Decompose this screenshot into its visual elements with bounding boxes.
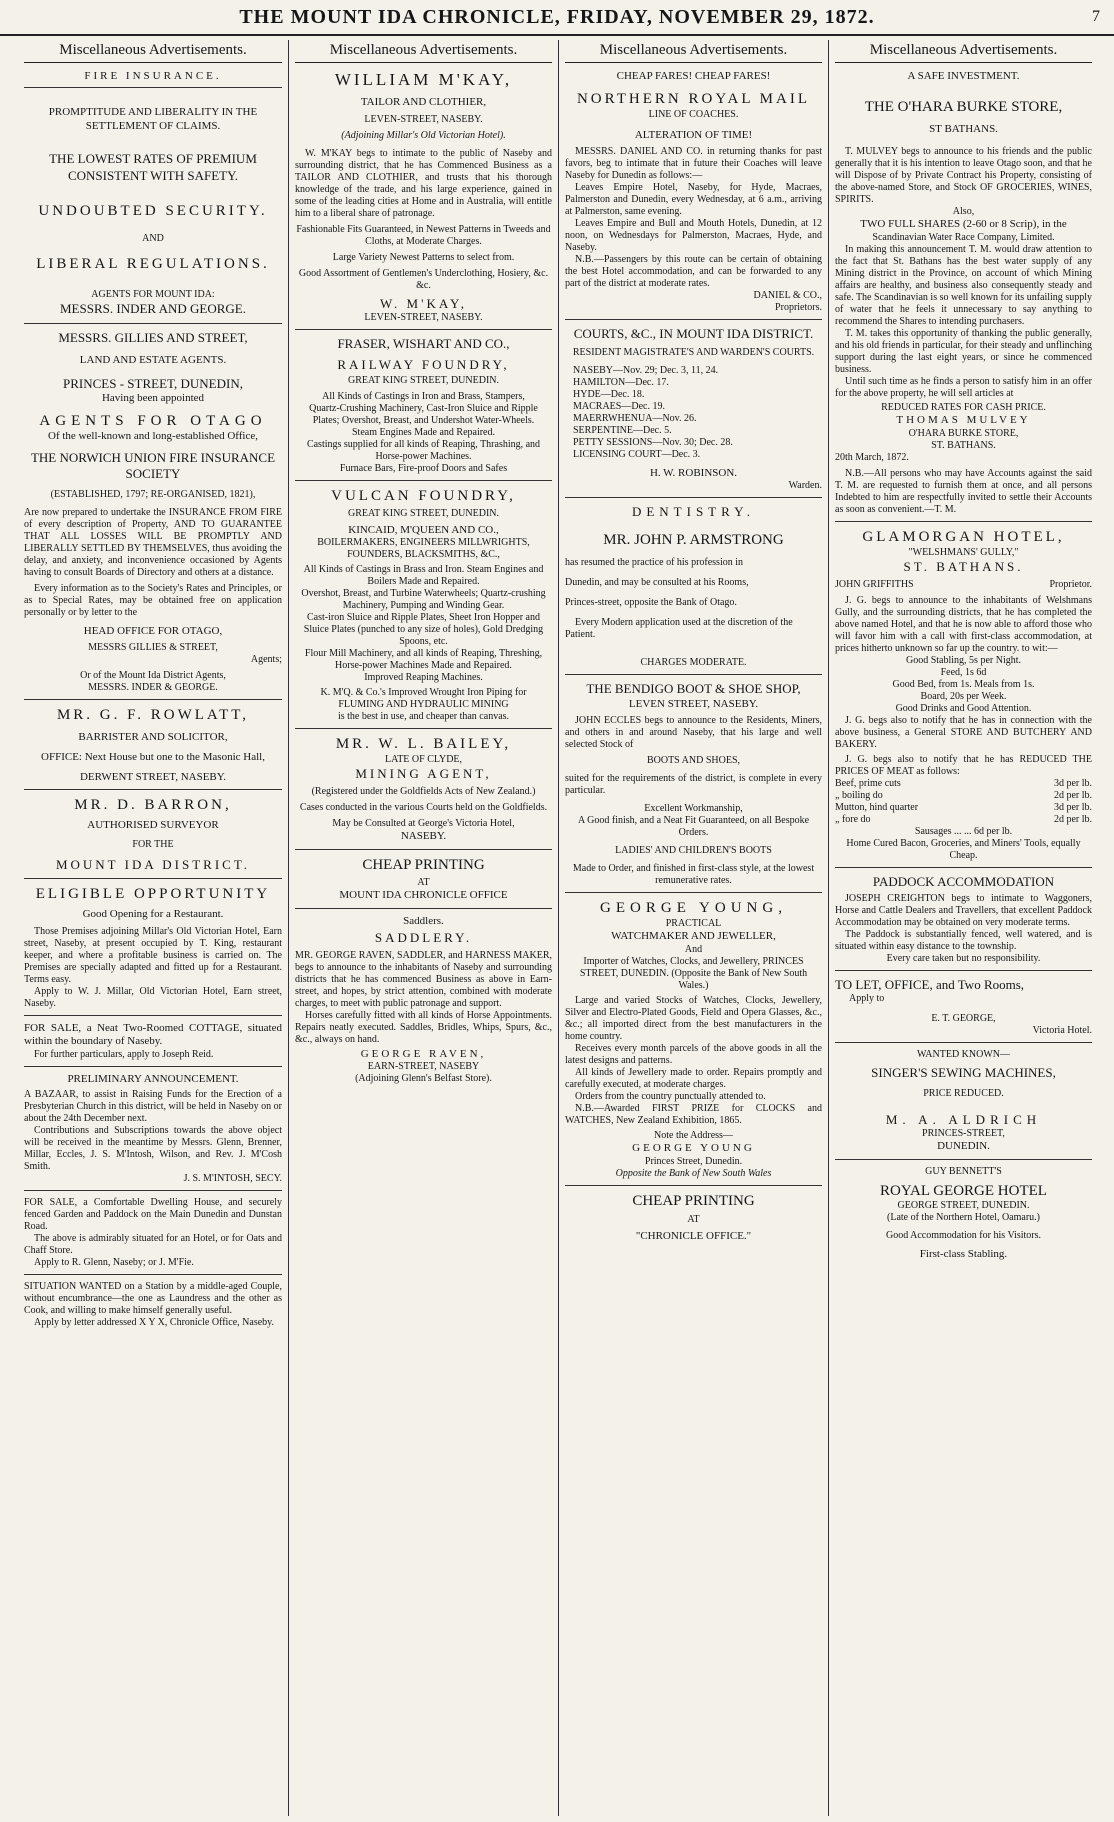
ad-line: Saddlers.	[403, 914, 444, 927]
ad-line: Castings supplied for all kinds of Reaping, Thrashing, and Horse-power Machines.	[306, 438, 541, 462]
page-number: 7	[1092, 8, 1100, 25]
columns	[18, 40, 1104, 1816]
ad-body: N.B.—Awarded FIRST PRIZE for CLOCKS and WATCHES, New Zealand Exhibition, 1865.	[565, 1102, 822, 1126]
ad-line: THE LOWEST RATES OF PREMIUM CONSISTENT WITH SAFETY.	[49, 151, 257, 183]
ad-body: Those Premises adjoining Millar's Old Victorian Hotel, Earn street, Naseby, at present occupied by T. King, restaurant keeper, and where a profitable business is carried on. The Premises are specially adapted and fitted up for a Restaurant. Terms easy.	[24, 925, 282, 985]
ad-body: Contributions and Subscriptions towards the above object will be received in the meantime by Messrs. Glenn, Brenner, Millar, Eccles, J. S. M'Intosh, Wilson, and Rev. J. M'Cosh Smith.	[24, 1124, 282, 1172]
bailey-mining-ad	[295, 732, 552, 850]
price-value: 3d per lb.	[1053, 777, 1092, 789]
ad-line: Good Drinks and Good Attention.	[895, 702, 1032, 714]
ad-line: KINCAID, M'QUEEN AND CO.,	[348, 523, 499, 536]
ad-line: EARN-STREET, NASEBY	[367, 1061, 480, 1073]
ad-body: Horses carefully fitted with all kinds of Horse Appointments. Repairs neatly executed. Saddles, Bridles, Whips, Spurs, &c., &c., always on hand.	[295, 1009, 552, 1045]
ad-line: K. M'Q. & Co.'s Improved Wrought Iron Piping for	[320, 687, 527, 699]
ad-line: Apply to	[849, 993, 885, 1005]
ad-line: REDUCED RATES FOR CASH PRICE.	[881, 402, 1046, 413]
royal-mail-coach-ad	[565, 67, 822, 320]
ad-line: Furnace Bars, Fire-proof Doors and Safes	[339, 462, 508, 474]
ad-line: MR. G. F. ROWLATT,	[56, 707, 250, 724]
ad-body: J. G. begs also to notify that he has in connection with the above business, a General STORE AND BUTCHERY AND BAKERY.	[835, 714, 1092, 750]
ad-line: FOR THE	[132, 838, 174, 850]
ad-line: First-class Stabling.	[919, 1248, 1008, 1261]
chronicle-printing-ad	[565, 1189, 822, 1250]
price-item: „ boiling do	[835, 789, 883, 801]
ad-line: PRINCES-STREET,	[922, 1127, 1005, 1139]
ad-body: FOR SALE, a Comfortable Dwelling House, and securely fenced Garden and Paddock on the Main Dunedin and Dunstan Road.	[24, 1196, 282, 1232]
divider	[24, 87, 282, 88]
proprietor-label: Proprietor.	[1049, 578, 1092, 590]
ad-line: Dunedin, and may be consulted at his Rooms,	[565, 577, 749, 589]
ad-line: THE O'HARA BURKE STORE,	[864, 98, 1063, 115]
ad-line: NORTHERN ROYAL MAIL	[576, 90, 811, 107]
ad-line: AND	[142, 232, 164, 244]
ad-line: Agents;	[250, 654, 282, 666]
ad-line: Good Stabling, 5s per Night.	[906, 654, 1021, 666]
ad-line: VULCAN FOUNDRY,	[331, 487, 516, 504]
ad-line: WILLIAM M'KAY,	[334, 70, 513, 89]
ad-line: (Adjoining Millar's Old Victorian Hotel).	[341, 130, 506, 142]
ad-body: The above is admirably situated for an Hotel, or for Oats and Chaff Store.	[24, 1232, 282, 1256]
ad-line: A SAFE INVESTMENT.	[907, 70, 1020, 82]
column-heading: Miscellaneous Advertisements.	[24, 40, 282, 63]
ad-line: Having been appointed	[101, 391, 205, 404]
ad-line: Good Assortment of Gentlemen's Underclothing, Hosiery, &c. &c.	[298, 268, 549, 292]
ad-body: All kinds of Jewellery made to order. Repairs promptly and carefully executed, at moderate charges.	[565, 1066, 822, 1090]
ad-line: May be Consulted at George's Victoria Hotel,	[332, 818, 515, 830]
ad-line: DUNEDIN.	[937, 1139, 990, 1152]
ad-line: LIBERAL REGULATIONS.	[36, 255, 270, 272]
ad-line: MR. JOHN P. ARMSTRONG	[603, 531, 784, 548]
ad-line: BOOTS AND SHOES,	[646, 755, 741, 767]
barron-ad	[24, 793, 282, 879]
cottage-sale-ad	[24, 1019, 282, 1068]
ad-line: AUTHORISED SURVEYOR	[87, 819, 219, 831]
ad-line: Victoria Hotel.	[1032, 1025, 1092, 1037]
price-row	[835, 814, 1092, 826]
price-item: „ fore do	[835, 813, 871, 825]
ad-line: Also,	[952, 206, 975, 218]
ad-line: ROYAL GEORGE HOTEL	[880, 1182, 1047, 1199]
ad-line: AGENTS FOR OTAGO	[39, 412, 267, 429]
ad-body: Apply to R. Glenn, Naseby; or J. M'Fie.	[34, 1256, 194, 1268]
ad-line: PRACTICAL	[665, 918, 722, 929]
ad-line: Good Accommodation for his Visitors.	[885, 1230, 1042, 1242]
ad-line: CHEAP PRINTING	[362, 857, 485, 874]
ad-line: All Kinds of Castings in Brass and Iron. Steam Engines and Boilers Made and Repaired.	[303, 564, 544, 588]
paddock-ad	[835, 871, 1092, 971]
ad-line: Note the Address—	[654, 1129, 733, 1141]
ad-line: MOUNT IDA CHRONICLE OFFICE	[339, 888, 508, 901]
george-young-ad	[565, 896, 822, 1185]
ad-line: Good Bed, from 1s. Meals from 1s.	[892, 678, 1035, 690]
ad-line: GEORGE STREET, DUNEDIN.	[897, 1200, 1030, 1212]
ad-line: Every care taken but no responsibility.	[886, 953, 1041, 964]
bazaar-ad	[24, 1070, 282, 1191]
fire-insurance-ad	[24, 67, 282, 324]
ad-line: A Good finish, and a Neat Fit Guaranteed, on all Bespoke Orders.	[577, 815, 810, 839]
ad-body: For further particulars, apply to Joseph Reid.	[34, 1049, 214, 1060]
ad-line: GREAT KING STREET, DUNEDIN.	[347, 507, 499, 519]
ad-line: Of the well-known and long-established Office,	[48, 430, 258, 443]
ad-body: Until such time as he finds a person to satisfy him in an offer for the above property, he will sell articles at	[835, 376, 1092, 399]
ad-line: WATCHMAKER AND JEWELLER,	[611, 930, 776, 942]
ad-line: PRELIMINARY ANNOUNCEMENT.	[67, 1073, 239, 1085]
ad-line: M. A. ALDRICH	[885, 1111, 1042, 1127]
ad-line: NASEBY.	[400, 830, 447, 843]
ad-line: E. T. GEORGE,	[931, 1013, 996, 1025]
ad-line: Good Opening for a Restaurant.	[82, 907, 224, 920]
ad-line: ST. BATHANS.	[903, 558, 1024, 574]
ad-line: is the best in use, and cheaper than canvas.	[337, 711, 510, 723]
ad-body: In making this announcement T. M. would draw attention to the fact that St. Bathans has the best water supply of any Mining district in the Province, on account of which Mining affairs are healthy, and business also consequently steady and safe. The Scandinavian is so well known for its unfailing supply of water that he feels it unnecessary to say anything to recommend the Shares to intending purchasers.	[835, 244, 1092, 327]
cheap-printing-ad	[295, 853, 552, 909]
ad-line: LEVEN STREET, NASEBY.	[628, 697, 759, 710]
ad-body: W. M'KAY begs to intimate to the public of Naseby and surrounding district, that he has Commenced Business as a TAILOR AND CLOTHIER, and trusts that his thorough knowledge of the trade, and his large experience, gained in some of the leading cities at Home and in Australia, will entitle him to a liberal share of patronage.	[295, 148, 552, 220]
column-heading: Miscellaneous Advertisements.	[295, 40, 552, 63]
ad-line: PROMPTITUDE AND LIBERALITY IN THE SETTLEMENT OF CLAIMS.	[48, 105, 258, 132]
ad-line: BARRISTER AND SOLICITOR,	[78, 731, 228, 743]
ad-line: H. W. ROBINSON.	[649, 466, 738, 479]
column-4	[828, 40, 1098, 1816]
ad-line: ST BATHANS.	[929, 122, 998, 135]
ad-body: JOHN ECCLES begs to announce to the Residents, Miners, and others in and around Naseby, that his large and well selected Stock of	[565, 715, 822, 751]
ad-line: HEAD OFFICE FOR OTAGO,	[83, 624, 223, 637]
ad-line: Made to Order, and finished in first-class style, at the lowest remunerative rates.	[572, 863, 815, 887]
ad-line: All Kinds of Castings in Iron and Brass, Stampers,	[322, 390, 525, 402]
ad-body: A BAZAAR, to assist in Raising Funds for the Erection of a Presbyterian Church in this district, will be held in Naseby on or about the 24th December next.	[24, 1088, 282, 1124]
ad-line: Importer of Watches, Clocks, and Jewellery, PRINCES STREET, DUNEDIN. (Opposite the Bank of New South Wales.)	[579, 955, 808, 991]
ad-line: MESSRS. INDER AND GEORGE.	[60, 301, 246, 317]
ad-line: TO LET, OFFICE, and Two Rooms,	[835, 977, 1025, 992]
ad-line: Every Modern application used at the discretion of the Patient.	[565, 617, 793, 641]
ad-line: GLAMORGAN HOTEL,	[862, 528, 1065, 545]
ad-body: J. G. begs to announce to the inhabitants of Welshmans Gully, and the surrounding districts, that he has completed the above named Hotel, and that he is now able to afford those who will favor him with a call with first-class accommodation, at prices hitherto unknown so far up the country. to wit:—	[835, 594, 1092, 654]
ad-line: GEORGE YOUNG,	[600, 900, 787, 917]
ad-body: Apply to W. J. Millar, Old Victorian Hotel, Earn street, Naseby.	[24, 985, 282, 1009]
royal-george-hotel-ad	[835, 1163, 1092, 1268]
vulcan-foundry-ad	[295, 484, 552, 730]
ad-line: SINGER'S SEWING MACHINES,	[871, 1065, 1056, 1081]
ad-body: T. MULVEY begs to announce to his friends and the public generally that it is his intention to leave Otago soon, and that he will Dispose of by Private Contract his Property, consisting of the above-named Store, and Stock OF GROCERIES, WINES, SPIRITS.	[835, 146, 1092, 206]
ad-line: PADDOCK ACCOMMODATION	[872, 873, 1055, 889]
court-row: MAERRWHENUA—Nov. 26.	[573, 412, 697, 424]
court-row: LICENSING COURT—Dec. 3.	[573, 448, 701, 460]
ad-line: Sausages ... ... 6d per lb.	[914, 825, 1013, 837]
price-value: 2d per lb.	[1053, 813, 1092, 825]
ad-line: FRASER, WISHART AND CO.,	[337, 336, 510, 352]
ad-line: Warden.	[788, 480, 822, 492]
price-value: 3d per lb.	[1053, 801, 1092, 813]
column-2	[288, 40, 558, 1816]
gillies-street-ad	[24, 327, 282, 701]
ad-line: Scandinavian Water Race Company, Limited.	[872, 232, 1055, 243]
ad-line: CHEAP FARES! CHEAP FARES!	[616, 70, 771, 82]
ad-body: SITUATION WANTED on a Station by a middle-aged Couple, without encumbrance—the one as Laundress and the other as Cook, and willing to make himself generally useful.	[24, 1280, 282, 1316]
court-row: HYDE—Dec. 18.	[573, 388, 645, 400]
glamorgan-hotel-ad	[835, 525, 1092, 868]
ad-line: MR. D. BARRON,	[74, 797, 232, 814]
ad-line: THE BENDIGO BOOT & SHOE SHOP,	[586, 681, 801, 697]
column-3	[558, 40, 828, 1816]
ad-line: GEORGE YOUNG	[632, 1141, 755, 1154]
ad-line: MESSRS. GILLIES AND STREET,	[58, 329, 248, 345]
price-value: 2d per lb.	[1053, 789, 1092, 801]
ad-line: AGENTS FOR MOUNT IDA:	[91, 289, 215, 301]
ad-body: JOSEPH CREIGHTON begs to intimate to Waggoners, Horse and Cattle Dealers and Travellers, that excellent Paddock Accommodation may be obtained on very moderate terms.	[835, 893, 1092, 928]
ad-line: SADDLERY.	[374, 930, 473, 946]
dentistry-ad	[565, 501, 822, 675]
ad-line: DENTISTRY.	[631, 504, 756, 520]
ad-line: AT	[687, 1214, 700, 1226]
ad-line: DANIEL & CO.,	[753, 290, 822, 302]
price-item: Beef, prime cuts	[835, 777, 901, 789]
ad-line: RESIDENT MAGISTRATE'S AND WARDEN'S COURTS.	[572, 346, 815, 358]
ad-line: (ESTABLISHED, 1797; RE-ORGANISED, 1821),	[50, 488, 256, 500]
court-row: HAMILTON—Dec. 17.	[573, 376, 669, 388]
ad-line: MR. W. L. BAILEY,	[335, 736, 512, 753]
ad-line: LADIES' AND CHILDREN'S BOOTS	[615, 845, 772, 857]
court-row: SERPENTINE—Dec. 5.	[573, 424, 672, 436]
ad-line: Fashionable Fits Guaranteed, in Newest Patterns in Tweeds and Cloths, at Moderate Charges.	[296, 224, 551, 248]
ad-line: (Adjoining Glenn's Belfast Store).	[355, 1073, 492, 1085]
ad-line: Home Cured Bacon, Groceries, and Miners' Tools, equally Cheap.	[846, 837, 1081, 861]
dwelling-sale-ad	[24, 1194, 282, 1275]
price-row	[835, 802, 1092, 814]
ad-body: Orders from the country punctually attended to.	[575, 1090, 766, 1102]
ad-line: AT	[417, 876, 430, 888]
ad-line: Large Variety Newest Patterns to select from.	[332, 252, 515, 264]
ad-line: Princes Street, Dunedin.	[644, 1155, 743, 1167]
mkay-tailor-ad	[295, 67, 552, 330]
ad-body: Apply by letter addressed X Y X, Chronicle Office, Naseby.	[34, 1316, 275, 1328]
price-row	[835, 778, 1092, 790]
ad-line: OFFICE: Next House but one to the Masonic Hall,	[41, 750, 265, 763]
ad-line: THOMAS MULVEY	[896, 414, 1031, 426]
ad-line: has resumed the practice of his profession in	[565, 557, 744, 569]
situation-wanted-ad	[24, 1278, 282, 1334]
proprietor-row	[835, 579, 1092, 591]
ad-body: Leaves Empire and Bull and Mouth Hotels, Dunedin, at 12 noon, on Wednesdays for Palmerston, Macraes, Hyde, and Naseby.	[565, 218, 822, 254]
ad-line: Quartz-Crushing Machinery, Cast-Iron Sluice and Ripple Plates; Overshot, Breast, and Undershot Water-Wheels.	[309, 402, 538, 426]
ad-title: FIRE INSURANCE.	[84, 70, 222, 82]
ad-line: Cast-iron Sluice and Ripple Plates, Sheet Iron Hopper and Sluice Plates (punched to any size of holes), Gold Dredging Spoons, etc.	[303, 612, 544, 648]
fraser-wishart-ad	[295, 333, 552, 481]
ad-line: TWO FULL SHARES (2-60 or 8 Scrip), in the	[860, 218, 1067, 231]
rowlatt-ad	[24, 703, 282, 790]
courts-ad	[565, 323, 822, 498]
ad-body: J. G. begs also to notify that he has REDUCED THE PRICES OF MEAT as follows:	[835, 753, 1092, 777]
ad-line: LAND AND ESTATE AGENTS.	[79, 353, 227, 366]
proprietor-name: JOHN GRIFFITHS	[835, 578, 914, 590]
ad-line: ST. BATHANS.	[931, 439, 996, 451]
ad-body: Receives every month parcels of the above goods in all the latest designs and patterns.	[565, 1042, 822, 1066]
meat-price-list	[835, 778, 1092, 826]
ad-line: Feed, 1s 6d	[940, 666, 987, 678]
ad-body: Are now prepared to undertake the INSURANCE FROM FIRE of every description of Property, AND TO GUARANTEE THAT ALL LOSSES WILL BE PROMPTLY AND LIBERALLY SETTLED BY THEMSELVES, thus avoiding the delay, and anxiety, and inconvenience occasioned by Agents having to consult Boards of Directory and others at a distance.	[24, 506, 282, 578]
ad-line: O'HARA BURKE STORE,	[908, 427, 1019, 439]
price-row	[835, 790, 1092, 802]
ad-line: FLUMING AND HYDRAULIC MINING	[338, 699, 509, 711]
ad-line: UNDOUBTED SECURITY.	[38, 202, 268, 219]
ad-line: Excellent Workmanship,	[644, 803, 743, 815]
court-schedule	[573, 365, 822, 461]
ad-line: LATE OF CLYDE,	[384, 754, 463, 766]
ad-body: FOR SALE, a Neat Two-Roomed COTTAGE, situated within the boundary of Naseby.	[24, 1021, 282, 1048]
ad-line: MESSRS GILLIES & STREET,	[88, 642, 218, 654]
ad-line: DERWENT STREET, NASEBY.	[79, 770, 227, 783]
ad-line: Overshot, Breast, and Turbine Waterwheels; Quartz-crushing Machinery, Pumping and Winding Gear.	[301, 588, 546, 612]
ad-body: Large and varied Stocks of Watches, Clocks, Jewellery, Silver and Electro-Plated Goods, Field and Opera Glasses, &c., &c.; all imported direct from the best manufacturers in the home country.	[565, 994, 822, 1042]
ad-line: CHARGES MODERATE.	[640, 657, 747, 669]
court-row: MACRAES—Dec. 19.	[573, 400, 665, 412]
column-heading: Miscellaneous Advertisements.	[565, 40, 822, 63]
to-let-ad	[835, 974, 1092, 1043]
ad-line: WANTED KNOWN—	[916, 1049, 1011, 1061]
ad-line: ELIGIBLE OPPORTUNITY	[35, 886, 271, 902]
singer-sewing-ad	[835, 1046, 1092, 1159]
ad-line: (Registered under the Goldfields Acts of New Zealand.)	[311, 786, 536, 798]
ad-line: MINING AGENT,	[355, 766, 492, 782]
ad-line: Opposite the Bank of New South Wales	[615, 1167, 772, 1179]
ad-line: Or of the Mount Ida District Agents,	[80, 670, 226, 682]
ad-line: Proprietors.	[775, 302, 822, 314]
ad-line: Princes-street, opposite the Bank of Otago.	[565, 597, 737, 609]
ad-line: GREAT KING STREET, DUNEDIN.	[347, 374, 499, 386]
ad-line: W. M'KAY,	[379, 296, 468, 312]
ad-line: Cases conducted in the various Courts held on the Goldfields.	[299, 802, 548, 814]
ad-line: Improved Reaping Machines.	[364, 672, 483, 684]
ad-line: And	[684, 943, 703, 955]
ad-body: MESSRS. DANIEL AND CO. in returning thanks for past favors, beg to intimate that in future their Coaches will leave Naseby for Dunedin as follows:—	[565, 146, 822, 182]
column-1	[18, 40, 288, 1816]
safe-investment-ad	[835, 67, 1092, 522]
masthead	[0, 0, 1114, 36]
ad-line: PRINCES - STREET, DUNEDIN,	[63, 375, 243, 391]
ad-line: GUY BENNETT'S	[925, 1165, 1002, 1177]
ad-body: suited for the requirements of the district, is complete in every particular.	[565, 773, 822, 797]
ad-line: 20th March, 1872.	[835, 451, 909, 463]
ad-line: COURTS, &C., IN MOUNT IDA DISTRICT.	[573, 326, 814, 342]
court-row: PETTY SESSIONS—Nov. 30; Dec. 28.	[573, 436, 733, 448]
ad-line: Board, 20s per Week.	[920, 690, 1007, 702]
ad-body: T. M. takes this opportunity of thanking the public generally, and his old friends in particular, for their steady and unflinching support during the last eight years, or since he commenced business.	[835, 328, 1092, 375]
ad-body: N.B.—All persons who may have Accounts against the said T. M. are requested to furnish them at once, and all persons Indebted to him are respectfully invited to settle their Accounts as soon as convenient.—T. M.	[835, 467, 1092, 515]
ad-line: ALTERATION OF TIME!	[634, 128, 753, 141]
ad-line: Flour Mill Machinery, and all kinds of Reaping, Threshing, Horse-power Machines Made and Repaired.	[304, 648, 543, 672]
ad-line: LINE OF COACHES.	[648, 108, 739, 120]
ad-line: MOUNT IDA DISTRICT.	[55, 856, 251, 872]
ad-line: RAILWAY FOUNDRY,	[337, 356, 510, 372]
bendigo-boot-ad	[565, 678, 822, 893]
ad-body: MR. GEORGE RAVEN, SADDLER, and HARNESS MAKER, begs to announce to the inhabitants of Naseby and surrounding districts that he has commenced Business as above in Earn-street, and hopes, by strict attention, combined with moderate charges, to meet with public patronage and support.	[295, 949, 552, 1009]
ad-line: MESSRS. INDER & GEORGE.	[88, 682, 218, 694]
ad-body: The Paddock is substantially fenced, well watered, and is situated within easy distance to the township.	[835, 929, 1092, 952]
ad-body: Every information as to the Society's Rates and Principles, or as to Special Rates, may be obtained free on application personally or by letter to the	[24, 582, 282, 618]
ad-line: TAILOR AND CLOTHIER,	[360, 96, 487, 109]
ad-line: "CHRONICLE OFFICE."	[635, 1230, 752, 1243]
price-item: Mutton, hind quarter	[835, 801, 919, 813]
ad-line: J. S. M'INTOSH, SECY.	[183, 1172, 282, 1184]
ad-line: THE NORWICH UNION FIRE INSURANCE SOCIETY	[30, 450, 276, 482]
court-row: NASEBY—Nov. 29; Dec. 3, 11, 24.	[573, 364, 719, 376]
eligible-opportunity-ad	[24, 882, 282, 1016]
column-heading: Miscellaneous Advertisements.	[835, 40, 1092, 63]
ad-line: CHEAP PRINTING	[632, 1192, 755, 1209]
ad-line: PRICE REDUCED.	[923, 1087, 1004, 1099]
ad-line: BOILERMAKERS, ENGINEERS MILLWRIGHTS, FOUNDERS, BLACKSMITHS, &C.,	[317, 537, 530, 561]
ad-line: (Late of the Northern Hotel, Oamaru.)	[887, 1212, 1040, 1224]
ad-body: Leaves Empire Hotel, Naseby, for Hyde, Macraes, Palmerston and Dunedin, every Wednesday, at 6 a.m., arriving at Palmerston, same evening.	[565, 182, 822, 218]
ad-line: LEVEN-STREET, NASEBY.	[364, 114, 483, 126]
ad-line: LEVEN-STREET, NASEBY.	[364, 312, 483, 324]
ad-line: "WELSHMANS' GULLY,"	[908, 546, 1019, 558]
ad-body: N.B.—Passengers by this route can be certain of obtaining the best Hotel accommodation, and can be forwarded to any part of the district at moderate rates.	[565, 254, 822, 290]
saddlery-ad	[295, 912, 552, 1091]
masthead-title: THE MOUNT IDA CHRONICLE, FRIDAY, NOVEMBER 29, 1872.	[239, 6, 875, 28]
ad-line: Steam Engines Made and Repaired.	[351, 426, 495, 438]
ad-line: GEORGE RAVEN,	[360, 1047, 487, 1060]
